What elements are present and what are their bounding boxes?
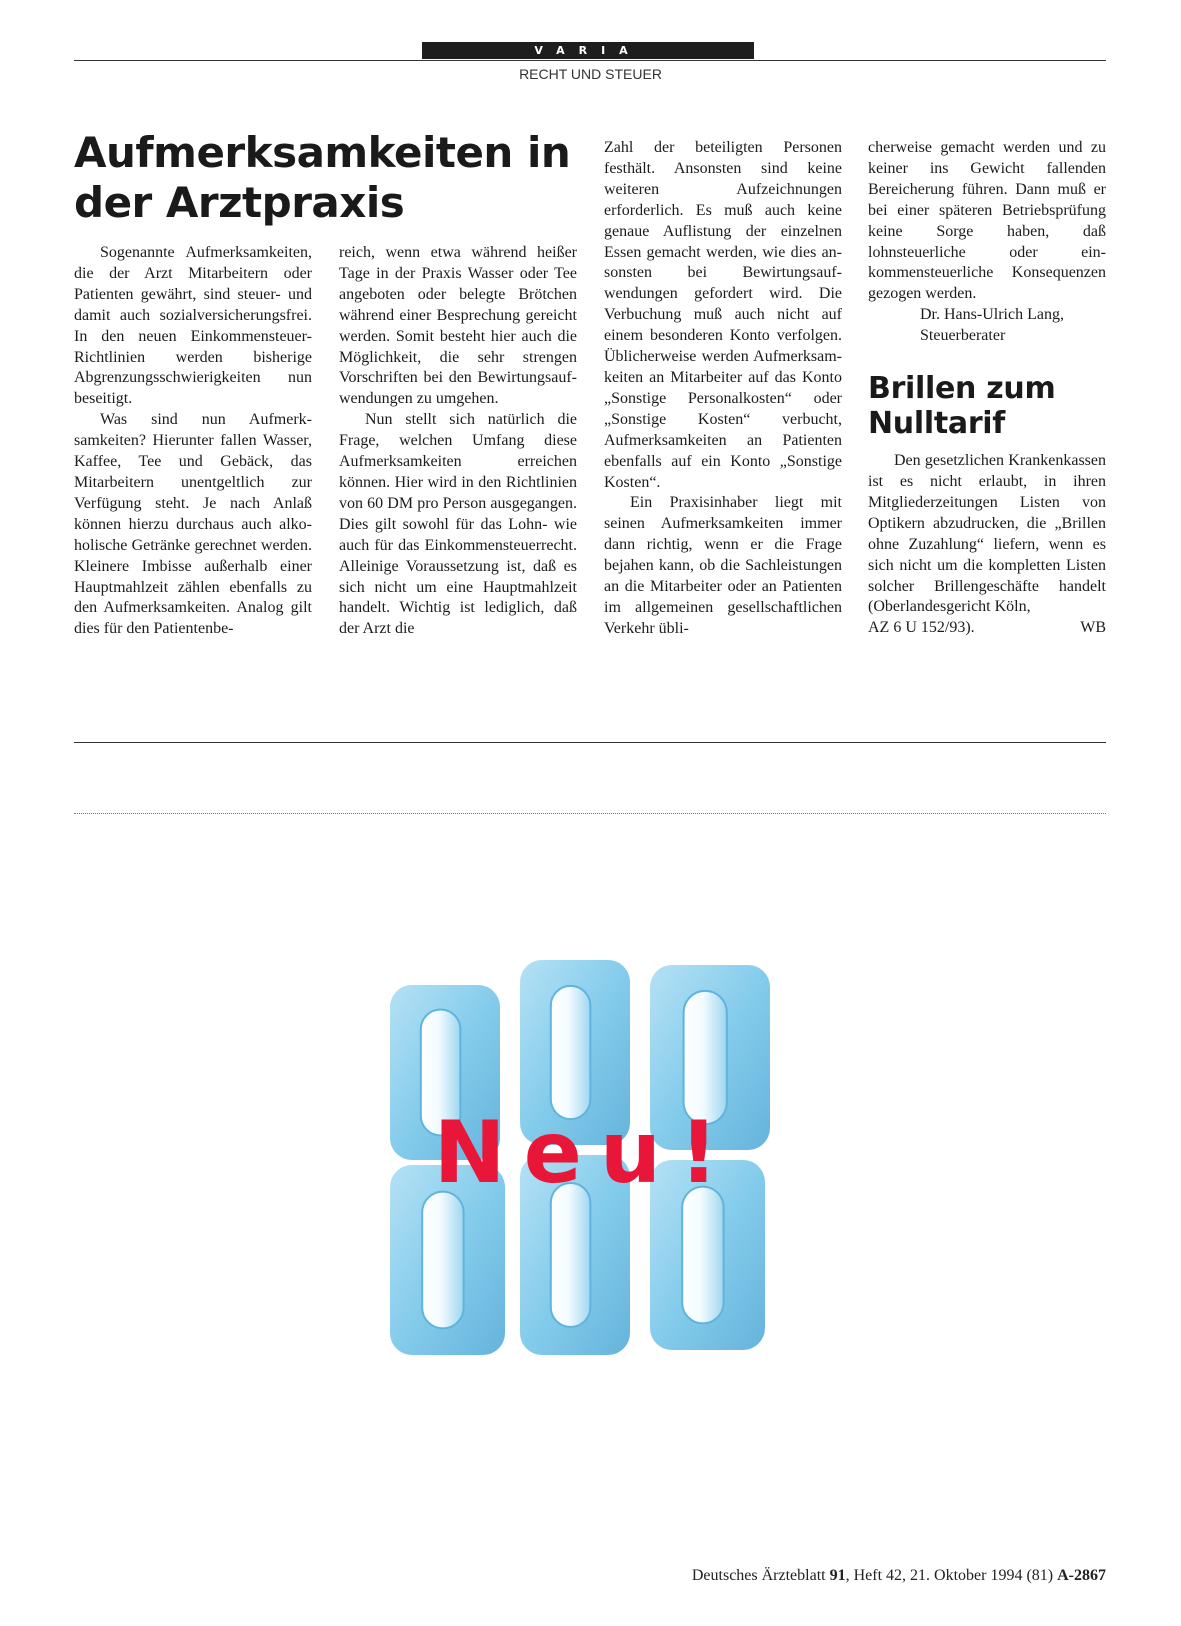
paragraph: reich, wenn etwa während heißer Tage in der Praxis Wasser oder Tee angeboten oder belegte Brötchen während einer Besprechung gereicht werden. Somit besteht hier auch die Möglichkeit, die sehr strengen Vorschriften bei den Bewirtungsaufwendungen zu umgehen.	[339, 244, 577, 408]
paragraph: Sogenannte Aufmerksamkeiten, die der Arzt Mitarbeitern oder Patienten gewährt, sind steuer- und damit auch sozialversicherungsfrei. In den neuen Einkommensteuer-Richtlinien werden bisherige Abgrenzungsschwierigkeiten nun beseitigt.	[74, 244, 312, 408]
paragraph: Ein Praxisinhaber liegt mit seinen Aufmerksamkeiten immer dann richtig, wenn er die Frage bejahen kann, ob die Sachleistungen an die Mitarbeiter oder an Patienten im allgemeinen gesellschaftlichen Verkehr übli-	[604, 494, 842, 637]
author-name: Dr. Hans-Ulrich Lang,	[920, 306, 1064, 324]
court-reference: AZ 6 U 152/93).	[868, 619, 975, 637]
paragraph: cherweise gemacht werden und zu keiner ins Gewicht fallenden Bereicherung führen. Dann muß er bei einer späteren Betriebsprüfung keine Sorge haben, daß lohnsteuerliche oder einkommensteuerliche Konsequenzen gezogen werden.	[868, 139, 1106, 303]
journal-name: Deutsches Ärzteblatt	[691, 1567, 826, 1584]
article-column-1	[74, 243, 312, 640]
article2-title: Brillen zum Nulltarif	[868, 371, 1056, 442]
subsection-label: RECHT UND STEUER	[519, 66, 662, 82]
paragraph: Nun stellt sich natürlich die Frage, welchen Umfang diese Aufmerksamkeiten erreichen können. Hier wird in den Richtlinien von 60 DM pro Person ausgegangen. Dies gilt sowohl für das Lohn- wie auch für das Einkommensteuerrecht. Alleinige Voraussetzung ist, daß es sich nicht um eine Hauptmahlzeit handelt. Wichtig ist lediglich, daß der Arzt die	[339, 411, 577, 638]
volume-number: 91	[829, 1567, 846, 1584]
paragraph: Den gesetzlichen Krankenkassen ist es nicht erlaubt, in ihren Mitgliederzeitungen Listen von Optikern abzudrucken, die „Brillen ohne Zuzahlung“ liefern, wenn es sich nicht um die kompletten Listen solcher Brillengeschäfte handelt (Oberlandesgericht Köln,	[868, 452, 1106, 616]
page-number: A-2867	[1057, 1567, 1106, 1584]
author-role: Steuerberater	[920, 327, 1006, 345]
pill-capsule	[682, 1187, 723, 1324]
article-bottom-rule	[74, 742, 1106, 743]
page-footer	[560, 1567, 1106, 1585]
pill-capsule	[551, 1183, 591, 1327]
author-byline	[868, 305, 1106, 347]
paragraph: Zahl der beteiligten Personen festhält. Ansonsten sind keine weiteren Aufzeichnungen erforderlich. Es muß auch keine genaue Auflistung der einzelnen Essen gemacht werden, wie dies ansonsten bei Bewirtungsaufwendungen gefordert wird. Die Verbuchung muß auch nicht auf einem besonderen Konto verfolgen. Üblicherweise werden Aufmerksamkeiten an Mitarbeiter auf das Konto „Sonstige Personalkosten“ oder „Sonstige Kosten“ verbucht, Aufmerksamkeiten an Patienten ebenfalls auf ein Konto „Sonstige Kosten“.	[604, 139, 842, 491]
ad-headline: Neu!	[433, 1103, 737, 1203]
dotted-divider	[74, 813, 1106, 814]
pill-capsule	[422, 1192, 463, 1329]
article-title: Aufmerksamkeiten in der Arztpraxis	[74, 128, 571, 227]
author-signature: WB	[1080, 619, 1106, 637]
article-column-4	[868, 138, 1106, 639]
issue-info: , Heft 42, 21. Oktober 1994 (81)	[845, 1567, 1054, 1584]
pill-capsule	[551, 986, 591, 1119]
section-label: VARIA	[422, 42, 754, 59]
paragraph: Was sind nun Aufmerksamkeiten? Hierunter fallen Wasser, Kaffee, Tee und Gebäck, das Mitarbeitern unentgeltlich zur Verfügung steht. Je nach Anlaß können hierzu durchaus auch alkoholische Getränke gerechnet werden. Kleinere Imbisse außerhalb einer Hauptmahlzeit zählen ebenfalls zu den Aufmerksamkeiten. Analog gilt dies für den Patientenbe-	[74, 411, 312, 638]
article-column-2	[339, 243, 577, 640]
article-column-3	[604, 138, 842, 640]
header-rule	[74, 60, 1106, 61]
article2-closing-line	[868, 618, 1106, 639]
advertisement-pill-blister	[385, 955, 795, 1375]
